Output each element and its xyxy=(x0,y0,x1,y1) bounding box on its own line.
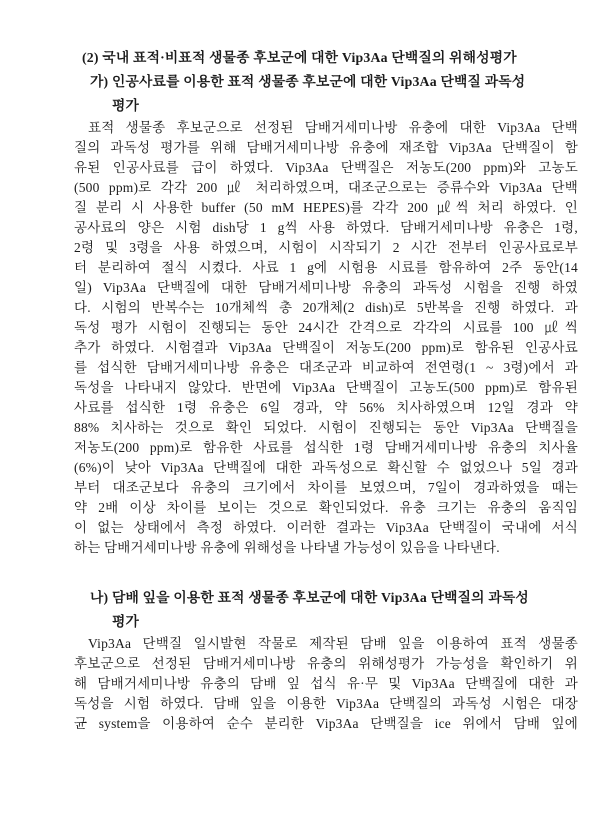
text-line: 독성 평가 시험이 진행되는 동안 24시간 간격으로 각각의 시료를 100 ㎕씩 xyxy=(74,320,578,335)
text-line: 유된 인공사료를 급이 하였다. Vip3Aa 단백질은 저농도(200 ppm)와 고농도 xyxy=(74,160,578,175)
text-line: 가) 인공사료를 이용한 표적 생물종 후보군에 대한 Vip3Aa 단백질 과독성 xyxy=(90,74,526,89)
text-line: 다. 시험의 반복수는 10개체씩 총 20개체(2 dish)로 5반복을 진행 하였다. 과 xyxy=(74,300,578,315)
subsection-heading-na xyxy=(74,586,578,634)
text-line: 나) 담배 잎을 이용한 표적 생물종 후보군에 대한 Vip3Aa 단백질의 과독성 xyxy=(90,590,529,605)
text-line: 하는 담배거세미나방 유충에 위해성을 나타낼 가능성이 있음을 나타낸다. xyxy=(74,540,500,555)
text-line: 평가 xyxy=(112,614,140,629)
paragraph-ga xyxy=(74,118,578,558)
text-line: 해 담배거세미나방 유충의 담배 잎 섭식 유·무 및 Vip3Aa 단백질에 대한 과 xyxy=(74,676,578,691)
text-line: (500 ppm)로 각각 200 ㎕ 처리하였으며, 대조군으로는 증류수와 Vip3Aa 단백 xyxy=(74,180,578,195)
text-line: 균 system을 이용하여 순수 분리한 Vip3Aa 단백질을 ice 위에서 담배 잎에 xyxy=(74,716,578,731)
main-heading xyxy=(74,46,578,70)
text-line: 평가 xyxy=(112,98,140,113)
subsection-heading-ga xyxy=(74,70,578,118)
text-line: 질 분리 시 사용한 buffer (50 mM HEPES)를 각각 200 ㎕씩 처리 하였다. 인 xyxy=(74,200,578,215)
text-line: 약 2배 이상 차이를 보이는 것으로 확인되었다. 유충 크기는 유충의 움직임 xyxy=(74,500,578,515)
text-line: Vip3Aa 단백질 일시발현 작물로 제작된 담배 잎을 이용하여 표적 생물종 xyxy=(88,636,578,651)
text-line: 추가 하였다. 시험결과 Vip3Aa 단백질이 저농도(200 ppm)로 함유된 인공사료 xyxy=(74,340,578,355)
text-line: 표적 생물종 후보군으로 선정된 담배거세미나방 유충에 대한 Vip3Aa 단백 xyxy=(88,120,578,135)
text-line: 2령 및 3령을 사용 하였으며, 시험이 시작되기 2 시간 전부터 인공사료로부 xyxy=(74,240,578,255)
text-line: 를 섭식한 담배거세미나방 유충은 대조군과 비교하여 전연령(1 ~ 3령)에서 과 xyxy=(74,360,578,375)
text-line: 독성을 나타내지 않았다. 반면에 Vip3Aa 단백질이 고농도(500 ppm)로 함유된 xyxy=(74,380,578,395)
text-line: 일) Vip3Aa 단백질에 대한 담배거세미나방 유충의 과독성 시험을 진행 하였 xyxy=(74,280,578,295)
paragraph-na xyxy=(74,634,578,734)
text-line: 터 분리하여 절식 시켰다. 사료 1 g에 시험용 시료를 함유하여 2주 동안(14 xyxy=(74,260,578,275)
text-line: 88% 치사하는 것으로 확인 되었다. 시험이 진행되는 동안 Vip3Aa 단백질을 xyxy=(74,420,578,435)
text-line: (6%)이 낮아 Vip3Aa 단백질에 대한 과독성으로 확신할 수 없었으나 5일 경과 xyxy=(74,460,578,475)
text-line: (2) 국내 표적·비표적 생물종 후보군에 대한 Vip3Aa 단백질의 위해성평가 xyxy=(82,50,517,65)
text-line: 질의 과독성 평가를 위해 담배거세미나방 유충에 재조합 Vip3Aa 단백질이 함 xyxy=(74,140,578,155)
text-line: 사료를 섭식한 1령 유충은 6일 경과, 약 56% 치사하였으며 12일 경과 약 xyxy=(74,400,578,415)
text-line: 이 없는 상태에서 측정 하였다. 이러한 결과는 Vip3Aa 단백질이 국내에 서식 xyxy=(74,520,578,535)
text-line: 독성을 시험 하였다. 담배 잎을 이용한 Vip3Aa 단백질의 과독성 시험은 대장 xyxy=(74,696,578,711)
text-line: 공사료의 양은 시험 dish당 1 g씩 사용 하였다. 담배거세미나방 유충은 1령, xyxy=(74,220,578,235)
text-line: 부터 대조군보다 유충의 크기에서 차이를 보였으며, 7일이 경과하였을 때는 xyxy=(74,480,578,495)
text-line: 후보군으로 선정된 담배거세미나방 유충의 위해성평가 가능성을 확인하기 위 xyxy=(74,656,578,671)
text-line: 저농도(200 ppm)로 함유한 사료를 섭식한 1령 담배거세미나방 유충의 치사율 xyxy=(74,440,578,455)
